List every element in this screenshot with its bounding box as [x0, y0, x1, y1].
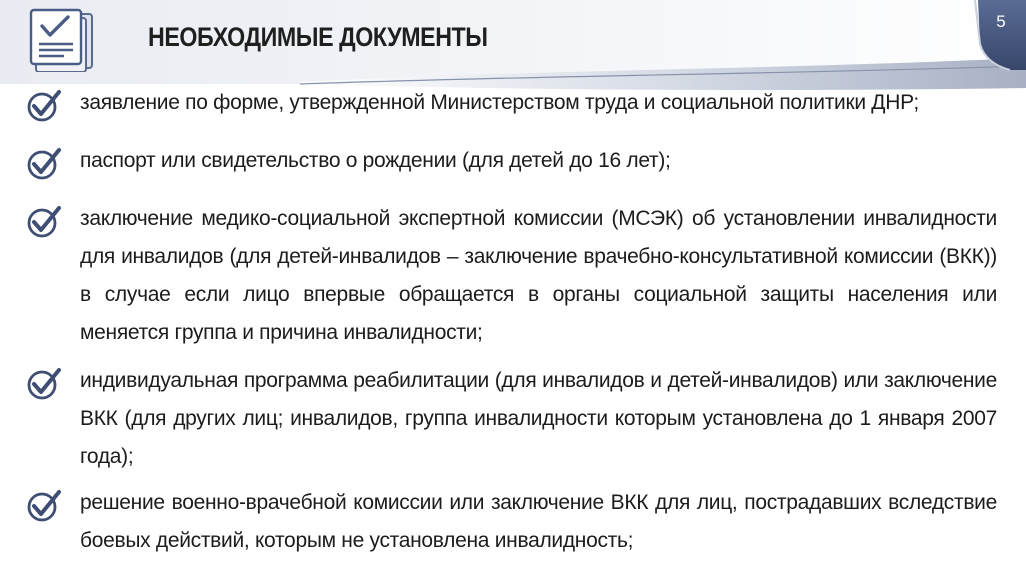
- page-title: НЕОБХОДИМЫЕ ДОКУМЕНТЫ: [148, 22, 488, 52]
- list-item-text: решение военно-врачебной комиссии или заключение ВКК для лиц, пострадавших вследствие боевых действий, которым не установлена инвалидность;: [80, 491, 997, 552]
- check-circle-icon: [26, 488, 62, 524]
- list-item-text: заявление по форме, утвержденной Министерством труда и социальной политики ДНР;: [80, 91, 919, 114]
- list-item-text: паспорт или свидетельство о рождении (для детей до 16 лет);: [80, 149, 671, 172]
- list-item-text: заключение медико-социальной экспертной комиссии (МСЭК) об установлении инвалидности для инвалидов (для детей-инвалидов – заключение врачебно-консультативной комиссии (ВКК)) в случае если лицо впервые обращается в органы социальной защиты населения или меняется группа и причина инвалидности;: [80, 207, 997, 344]
- check-circle-icon: [26, 366, 62, 402]
- check-circle-icon: [26, 146, 62, 182]
- check-circle-icon: [26, 88, 62, 124]
- page-number: 5: [996, 12, 1006, 31]
- list-item-text: индивидуальная программа реабилитации (для инвалидов и детей-инвалидов) или заключение ВКК (для других лиц; инвалидов, группа инвалидности которым установлена до 1 января 2007 года);: [80, 369, 997, 468]
- check-circle-icon: [26, 204, 62, 240]
